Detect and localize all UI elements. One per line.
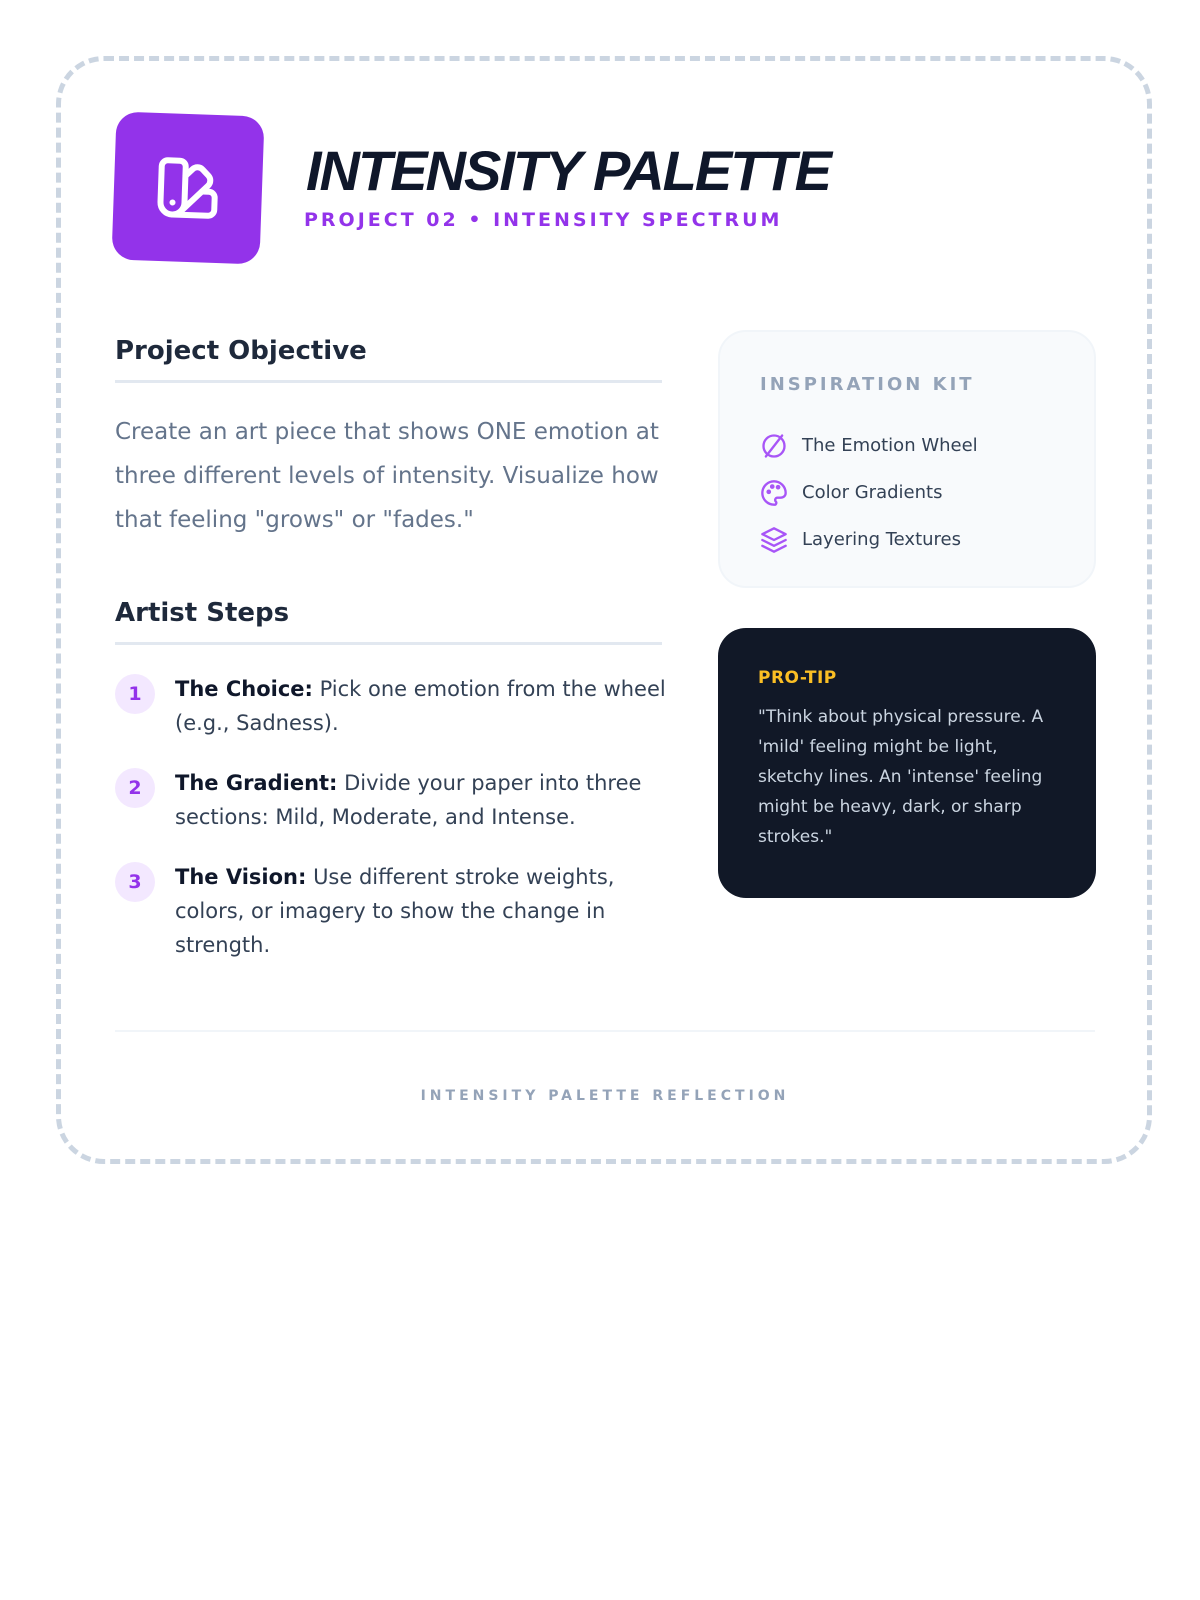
layers-icon [760, 526, 788, 554]
inspiration-item-emotion-wheel [760, 422, 978, 469]
inspiration-item-label: Layering Textures [802, 529, 962, 550]
step-title: The Choice: [175, 677, 313, 701]
swatchbook-icon [151, 151, 225, 225]
pro-tip-panel [718, 628, 1096, 898]
step-title: The Vision: [175, 865, 307, 889]
step-text: Pick one emotion from the wheel (e.g., Sadness). [175, 677, 666, 735]
inspiration-kit-panel [718, 330, 1096, 588]
step-item [115, 860, 675, 962]
inspiration-item-layering-textures [760, 516, 978, 563]
step-number: 2 [115, 768, 155, 808]
steps-heading: Artist Steps [115, 598, 662, 645]
circle-slash-icon [760, 432, 788, 460]
footer-divider [115, 1030, 1095, 1032]
page-title: INTENSITY PALETTE [306, 139, 830, 202]
objective-heading: Project Objective [115, 336, 662, 383]
inspiration-kit-title: INSPIRATION KIT [760, 374, 975, 395]
pro-tip-text: "Think about physical pressure. A 'mild' feeling might be light, sketchy lines. An 'intense' feeling might be heavy, dark, or sharp strokes." [758, 707, 1044, 847]
steps-list [115, 672, 675, 988]
logo-badge [111, 111, 264, 264]
step-title: The Gradient: [175, 771, 338, 795]
objective-text: Create an art piece that shows ONE emotion at three different levels of intensity. Visualize how that feeling "grows" or "fades." [115, 419, 659, 533]
step-item [115, 766, 675, 834]
page-subtitle: PROJECT 02 • INTENSITY SPECTRUM [304, 209, 783, 231]
step-text: Divide your paper into three sections: Mild, Moderate, and Intense. [175, 771, 642, 829]
inspiration-item-color-gradients [760, 469, 978, 516]
step-text: Use different stroke weights, colors, or imagery to show the change in strength. [175, 865, 615, 957]
footer-text: INTENSITY PALETTE REFLECTION [420, 1088, 790, 1104]
step-item [115, 672, 675, 740]
step-number: 3 [115, 862, 155, 902]
step-number: 1 [115, 674, 155, 714]
inspiration-item-label: The Emotion Wheel [802, 435, 978, 456]
palette-icon [760, 479, 788, 507]
inspiration-item-label: Color Gradients [802, 482, 943, 503]
inspiration-list [760, 422, 978, 563]
pro-tip-label: PRO-TIP [758, 668, 837, 688]
